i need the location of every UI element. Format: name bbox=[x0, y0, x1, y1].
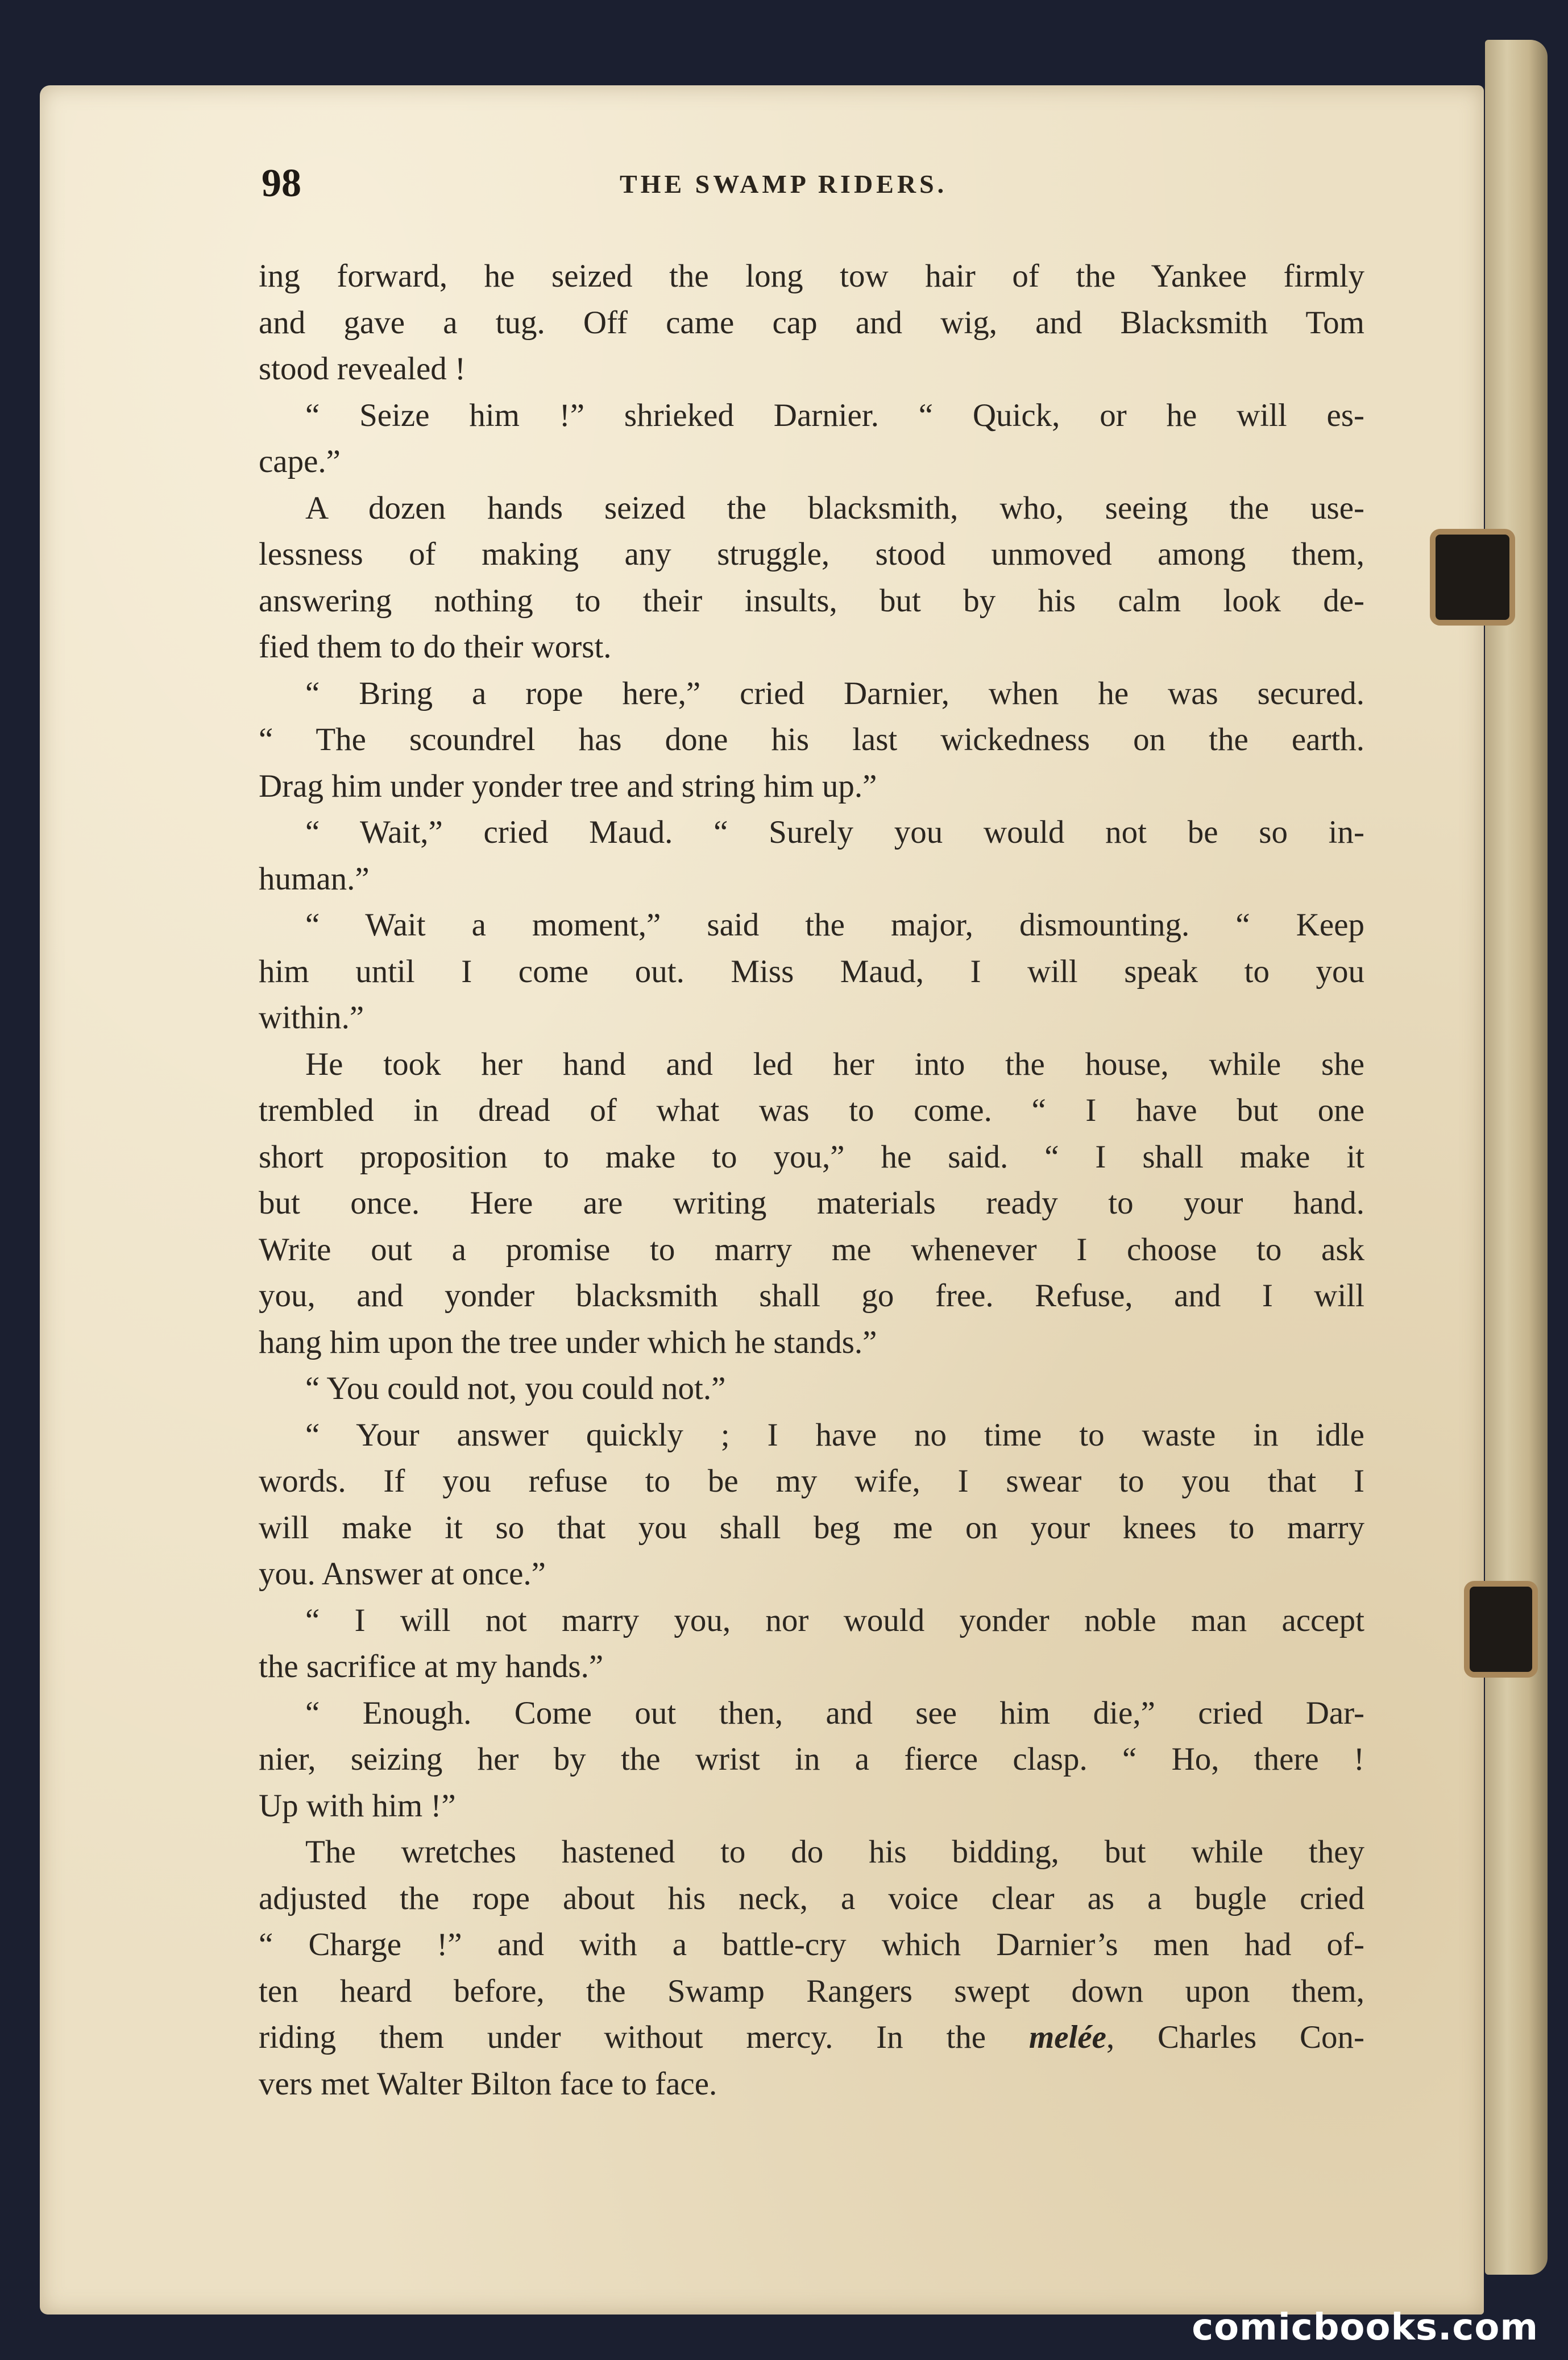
text-line: “ Charge !” and with a battle-cry which Darnier’s men had of- bbox=[259, 1927, 1364, 1962]
text-line: you, and yonder blacksmith shall go free. Refuse, and I will bbox=[259, 1278, 1364, 1314]
text-line: stood revealed ! bbox=[259, 351, 466, 387]
text-line: The wretches hastened to do his bidding, but while they bbox=[305, 1834, 1364, 1870]
text-line: “ Enough. Come out then, and see him die,” cried Dar- bbox=[305, 1695, 1364, 1731]
text-line: Write out a promise to marry me whenever I choose to ask bbox=[259, 1231, 1364, 1268]
text-line: cape.” bbox=[259, 444, 341, 479]
text-line: but once. Here are writing materials ready to your hand. bbox=[259, 1185, 1364, 1221]
text-line: words. If you refuse to be my wife, I swear to you that I bbox=[259, 1463, 1364, 1499]
text-line: ing forward, he seized the long tow hair of the Yankee firmly bbox=[259, 258, 1364, 294]
text-segment: , Charles Con- bbox=[1106, 2019, 1364, 2055]
text-line: hang him upon the tree under which he stands.” bbox=[259, 1324, 877, 1360]
text-line: “ You could not, you could not.” bbox=[305, 1371, 726, 1406]
text-line: nier, seizing her by the wrist in a fierce clasp. “ Ho, there ! bbox=[259, 1741, 1364, 1777]
text-line: “ The scoundrel has done his last wickedness on the earth. bbox=[259, 722, 1364, 757]
text-line: fied them to do their worst. bbox=[259, 629, 612, 665]
binding-hole-bottom bbox=[1464, 1581, 1538, 1678]
adjacent-page-edge bbox=[1485, 40, 1548, 2275]
page-number: 98 bbox=[262, 162, 301, 205]
text-line: within.” bbox=[259, 1000, 364, 1036]
text-line: the sacrifice at my hands.” bbox=[259, 1649, 604, 1684]
text-line: “ Your answer quickly ; I have no time to waste in idle bbox=[305, 1417, 1364, 1453]
running-title: THE SWAMP RIDERS. bbox=[620, 169, 948, 198]
page-body-text bbox=[259, 253, 1364, 2107]
text-line: trembled in dread of what was to come. “ I have but one bbox=[259, 1092, 1364, 1128]
text-line: vers met Walter Bilton face to face. bbox=[259, 2065, 717, 2102]
emphasized-word: melée bbox=[1028, 2019, 1106, 2055]
text-line: “ Seize him !” shrieked Darnier. “ Quick, or he will es- bbox=[305, 397, 1364, 433]
text-line-with-emphasis bbox=[259, 2014, 1364, 2061]
text-line: ten heard before, the Swamp Rangers swept down upon them, bbox=[259, 1973, 1364, 2009]
text-line: A dozen hands seized the blacksmith, who, seeing the use- bbox=[305, 490, 1364, 526]
page-header bbox=[262, 161, 1568, 206]
text-line: “ Wait,” cried Maud. “ Surely you would not be so in- bbox=[305, 814, 1364, 850]
text-line: “ I will not marry you, nor would yonder noble man accept bbox=[305, 1602, 1364, 1638]
text-line: him until I come out. Miss Maud, I will speak to you bbox=[259, 953, 1364, 989]
watermark: comicbooks.com bbox=[1192, 2307, 1538, 2349]
text-segment: riding them under without mercy. In the bbox=[259, 2019, 1029, 2055]
binding-hole-top bbox=[1430, 529, 1515, 626]
text-line: lessness of making any struggle, stood unmoved among them, bbox=[259, 536, 1364, 572]
text-line: “ Bring a rope here,” cried Darnier, when he was secured. bbox=[305, 675, 1364, 711]
text-line: answering nothing to their insults, but by his calm look de- bbox=[259, 582, 1364, 619]
text-line: short proposition to make to you,” he said. “ I shall make it bbox=[259, 1138, 1364, 1175]
text-line: human.” bbox=[259, 860, 370, 897]
text-line: He took her hand and led her into the house, while she bbox=[305, 1046, 1364, 1082]
text-line: adjusted the rope about his neck, a voice clear as a bugle cried bbox=[259, 1880, 1364, 1916]
text-line: Drag him under yonder tree and string him up.” bbox=[259, 768, 877, 804]
text-line: will make it so that you shall beg me on your knees to marry bbox=[259, 1509, 1364, 1546]
text-line: “ Wait a moment,” said the major, dismounting. “ Keep bbox=[305, 907, 1364, 943]
text-line: and gave a tug. Off came cap and wig, and Blacksmith Tom bbox=[259, 304, 1364, 341]
text-line: you. Answer at once.” bbox=[259, 1556, 546, 1592]
text-line: Up with him !” bbox=[259, 1787, 456, 1824]
